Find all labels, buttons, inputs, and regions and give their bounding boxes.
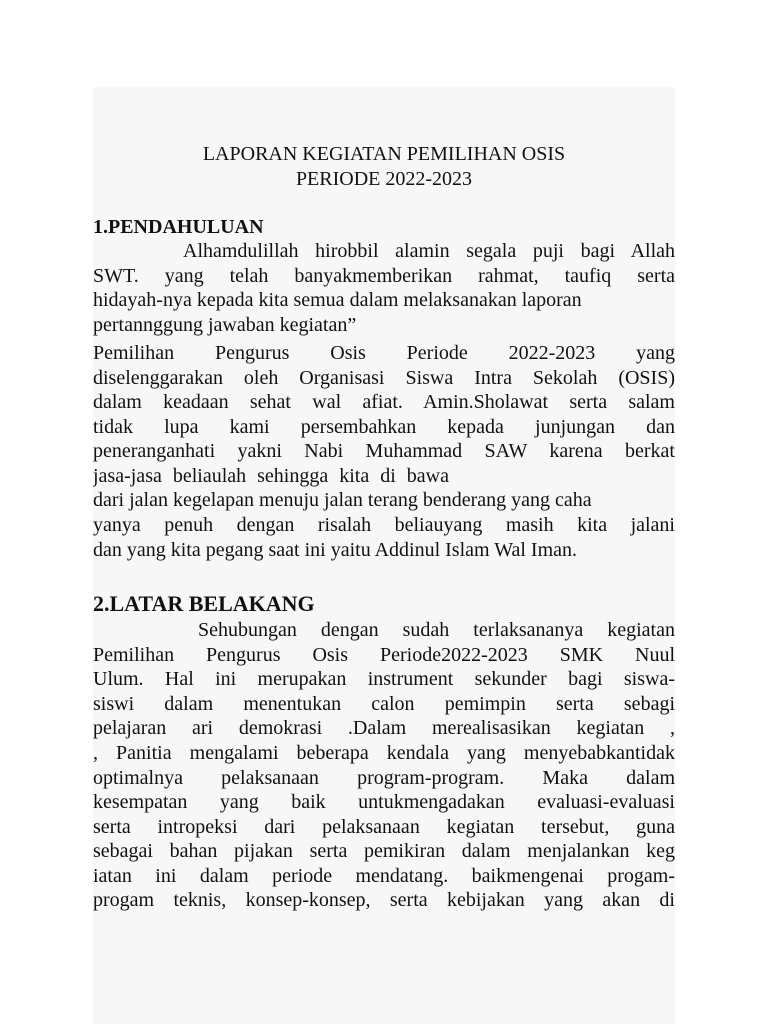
section-1-line-12: yanya penuh dengan risalah beliauyang masih kita jalani (93, 514, 675, 536)
section-2-line-11: iatan ini dalam periode mendatang. baikmengenai progam- (93, 865, 675, 887)
section-1-line-7: dalam keadaan sehat wal afiat. Amin.Sholawat serta salam (93, 391, 675, 413)
section-2-line-1: Sehubungan dengan sudah terlaksananya kegiatan (198, 619, 675, 641)
section-1-line-3: hidayah-nya kepada kita semua dalam melaksanakan laporan (93, 289, 582, 311)
section-1-line-1: Alhamdulillah hirobbil alamin segala puji bagi Allah (183, 240, 675, 262)
section-2-line-12: progam teknis, konsep-konsep, serta kebijakan yang akan di (93, 889, 675, 911)
section-2-line-5: pelajaran ari demokrasi .Dalam merealisasikan kegiatan , (93, 717, 675, 739)
section-2-line-9: serta intropeksi dari pelaksanaan kegiatan tersebut, guna (93, 816, 675, 838)
section-1-line-8: tidak lupa kami persembahkan kepada junjungan dan (93, 416, 675, 438)
section-2-line-8: kesempatan yang baik untukmengadakan evaluasi-evaluasi (93, 791, 675, 813)
section-1-line-6: diselenggarakan oleh Organisasi Siswa Intra Sekolah (OSIS) (93, 367, 675, 389)
section-1-heading: 1.PENDAHULUAN (93, 216, 264, 238)
document-page (93, 87, 675, 1024)
section-1-line-2: SWT. yang telah banyakmemberikan rahmat, taufiq serta (93, 265, 675, 287)
section-1-line-11: dari jalan kegelapan menuju jalan terang benderang yang caha (93, 489, 592, 511)
document-title-line-2: PERIODE 2022-2023 (295, 168, 473, 190)
section-2-line-3: Ulum. Hal ini merupakan instrument sekunder bagi siswa- (93, 668, 675, 690)
section-2-line-7: optimalnya pelaksanaan program-program. Maka dalam (93, 767, 675, 789)
document-title-line-1: LAPORAN KEGIATAN PEMILIHAN OSIS (202, 143, 566, 165)
section-1-line-10: jasa-jasa beliaulah sehingga kita di bawa (93, 465, 449, 487)
section-1-line-9: peneranganhati yakni Nabi Muhammad SAW karena berkat (93, 440, 675, 462)
section-2-line-4: siswi dalam menentukan calon pemimpin serta sebagi (93, 693, 675, 715)
section-2-line-2: Pemilihan Pengurus Osis Periode2022-2023 SMK Nuul (93, 644, 675, 666)
section-1-line-13: dan yang kita pegang saat ini yaitu Addinul Islam Wal Iman. (93, 539, 578, 561)
section-1-line-5: Pemilihan Pengurus Osis Periode 2022-2023 yang (93, 342, 675, 364)
section-2-line-10: sebagai bahan pijakan serta pemikiran dalam menjalankan keg (93, 840, 675, 862)
section-2-heading: 2.LATAR BELAKANG (93, 591, 315, 616)
section-1-line-4: pertannggung jawaban kegiatan” (93, 314, 357, 336)
section-2-line-6: , Panitia mengalami beberapa kendala yang menyebabkantidak (93, 742, 675, 764)
